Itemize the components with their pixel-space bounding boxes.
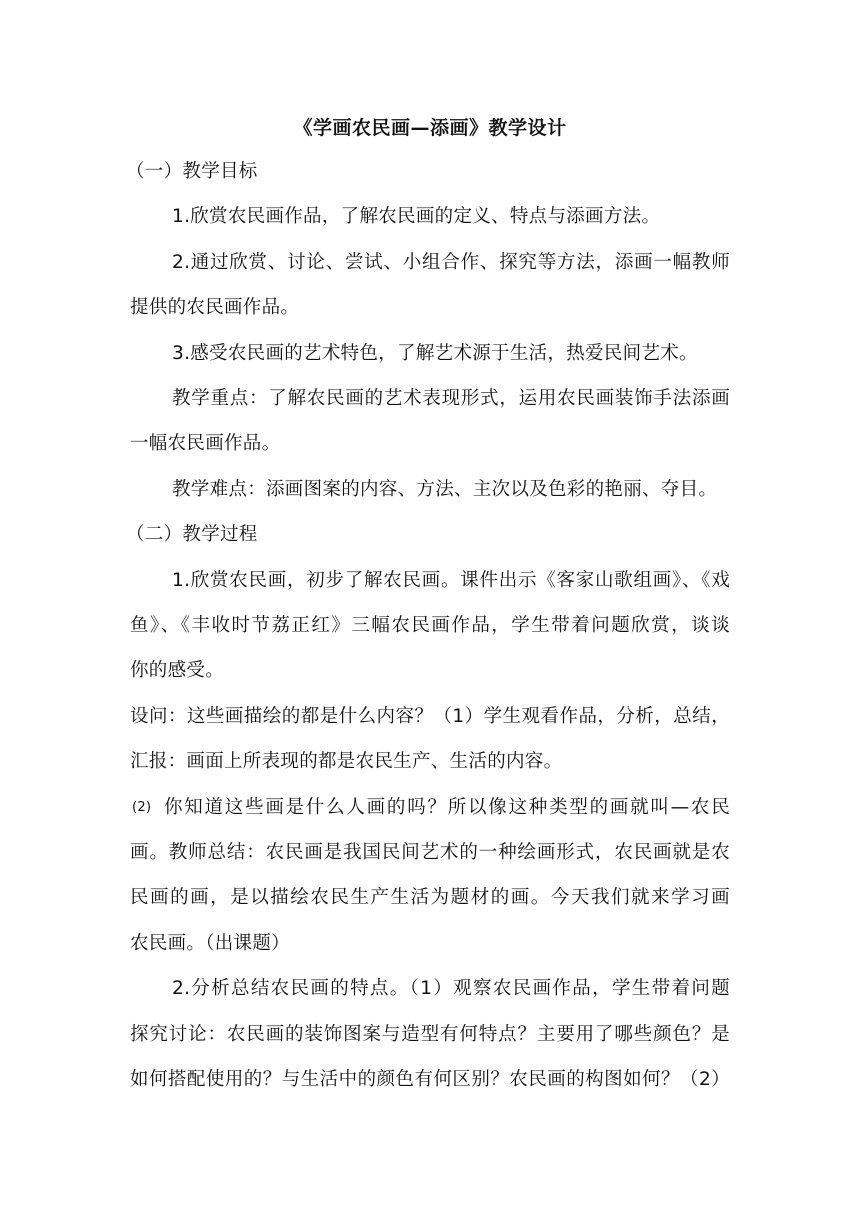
paragraph-line: 农民画。（出课题） [130, 933, 290, 954]
paragraph-line: 民画的画，是以描绘农民生产生活为题材的画。今天我们就来学习画 [130, 887, 730, 908]
paragraph-line: 鱼》、《丰收时节荔正红》三幅农民画作品，学生带着问题欣赏，谈谈 [130, 615, 730, 636]
paragraph-line: 1.欣赏农民画作品，了解农民画的定义、特点与添画方法。 [172, 206, 661, 227]
difficulty-line: 教学难点：添画图案的内容、方法、主次以及色彩的艳丽、夺目。 [172, 479, 718, 500]
key-point-line: 教学重点：了解农民画的艺术表现形式，运用农民画装饰手法添画 [172, 388, 730, 409]
paragraph-line: 你的感受。 [130, 660, 225, 681]
paragraph-line: 汇报：画面上所表现的都是农民生产、生活的内容。 [130, 751, 563, 772]
document-title: 《学画农民画—添画》教学设计 [293, 117, 567, 139]
section-heading-objectives: （一）教学目标 [126, 161, 258, 182]
paragraph-line: 2.通过欣赏、讨论、尝试、小组合作、探究等方法，添画一幅教师 [172, 252, 730, 273]
paragraph-line: 设问：这些画描绘的都是什么内容？（1）学生观看作品，分析，总结， [130, 706, 730, 727]
paragraph-line: 2.分析总结农民画的特点。（1）观察农民画作品，学生带着问题 [172, 978, 730, 999]
paragraph-line: 画。教师总结：农民画是我国民间艺术的一种绘画形式，农民画就是农 [130, 842, 730, 863]
paragraph-line: 一幅农民画作品。 [130, 433, 281, 454]
paragraph-line: 探究讨论：农民画的装饰图案与造型有何特点？主要用了哪些颜色？是 [130, 1024, 730, 1045]
paragraph-line: 1.欣赏农民画，初步了解农民画。课件出示《客家山歌组画》、《戏 [172, 570, 730, 591]
paragraph-line: 你知道这些画是什么人画的吗？所以像这种类型的画就叫—农民 [164, 797, 730, 818]
section-heading-process: （二）教学过程 [126, 524, 258, 545]
paragraph-line: 提供的农民画作品。 [130, 297, 300, 318]
paragraph-line: 如何搭配使用的？与生活中的颜色有何区别？农民画的构图如何？（2） [130, 1069, 730, 1090]
paragraph-line: 3.感受农民画的艺术特色，了解艺术源于生活，热爱民间艺术。 [172, 343, 698, 364]
item-number: (2) [132, 800, 152, 815]
